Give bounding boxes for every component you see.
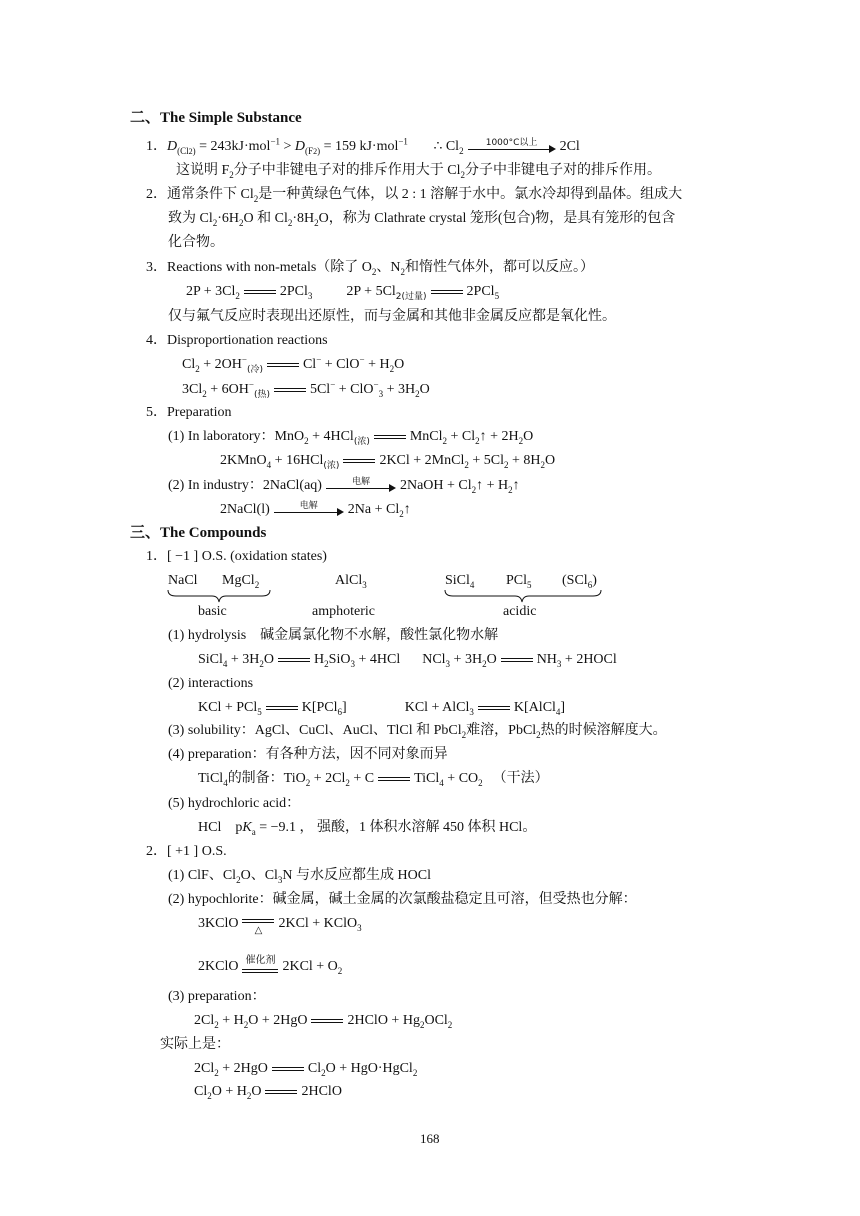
text: (3) preparation：: [168, 989, 266, 1004]
text: + 2OH: [199, 357, 242, 372]
equals-sign: [374, 431, 406, 443]
sup: −: [330, 379, 336, 390]
sub: 2: [475, 435, 480, 446]
text: (2) In industry：2NaCl(aq): [168, 478, 322, 494]
text: + H: [364, 357, 390, 372]
brace-basic: [166, 588, 272, 604]
item-5-industry: [168, 475, 520, 497]
item-number: 1．: [146, 139, 167, 155]
sub: 3: [350, 658, 355, 669]
sub: 2: [254, 579, 260, 590]
sub: 2: [195, 363, 200, 374]
text: 热的时候溶解度大。: [540, 723, 667, 738]
text: 2KClO: [198, 959, 239, 975]
text: O，称为 Clathrate crystal 笼形(包合)物，是具有笼形的包含: [318, 211, 676, 226]
text: ↑ + H: [476, 478, 509, 494]
text: ↑ + 2H: [479, 429, 519, 444]
class-basic: basic: [198, 604, 227, 619]
sub: 2: [371, 266, 377, 277]
sup: −: [248, 379, 254, 390]
sub: 2: [287, 217, 293, 228]
text: KCl + AlCl: [404, 700, 470, 715]
equals-sign: [244, 286, 276, 298]
text: TiCl: [198, 771, 224, 786]
text: 分子中非键电子对的排斥作用。: [465, 163, 662, 178]
sub: 2: [460, 169, 466, 180]
text: + 16HCl: [271, 453, 324, 468]
text: + 2Cl: [310, 771, 346, 786]
item-4-eq1: [182, 356, 404, 374]
sub: 2: [202, 388, 207, 399]
text: 仅与氟气反应时表现出还原性，而与金属和其他非金属反应都是氧化性。: [168, 309, 616, 324]
text: 致为 Cl: [168, 211, 213, 226]
text: 分子中非键电子对的排斥作用大于 Cl: [233, 163, 461, 178]
text: ]: [560, 700, 566, 715]
class-amphoteric: amphoteric: [312, 604, 375, 619]
sub: 2: [389, 363, 395, 374]
equals-sign: [478, 702, 510, 714]
sub: 2: [235, 290, 240, 301]
text: ·8H: [292, 211, 315, 226]
sub: 4: [555, 706, 561, 717]
text: PCl: [506, 573, 528, 588]
item-5-industry2: [220, 499, 411, 521]
text: (1) hydrolysis 碱金属氯化物不水解，酸性氯化物水解: [168, 628, 499, 643]
text: O: [545, 453, 556, 468]
equals-sign: [274, 384, 306, 396]
sub: 2(过量): [395, 291, 427, 302]
sub: 2: [253, 193, 259, 204]
sub: 2: [503, 459, 509, 470]
text: (5) hydrochloric acid：: [168, 796, 301, 811]
text: O: [394, 357, 405, 372]
text: (4) preparation：有各种方法，因不同对象而异: [168, 747, 448, 762]
text: 2P + 5Cl: [346, 284, 396, 299]
text: 和惰性气体外，都可以反应。）: [405, 260, 595, 275]
section-heading-simple-substance: [130, 108, 302, 127]
text: HCl p: [198, 820, 243, 835]
item-3-heading: [146, 259, 594, 277]
text: Preparation: [167, 405, 232, 420]
text: O + H: [211, 1084, 247, 1099]
sub: 3: [469, 706, 474, 717]
text: MgCl: [222, 573, 255, 588]
text: 2PCl: [279, 284, 308, 299]
text: (2) hypochlorite：碱金属，碱土金属的次氯酸盐稳定且可溶，但受热也分解：: [168, 892, 637, 907]
text: + 3H: [383, 382, 416, 397]
text: 2Cl: [194, 1013, 215, 1028]
therefore: ∴ Cl: [433, 139, 460, 155]
sub: 6: [337, 706, 343, 717]
kclo-heat-eq: [198, 913, 362, 935]
text: H: [314, 652, 325, 667]
sub: 3: [357, 923, 362, 934]
text: 2P + 3Cl: [186, 284, 236, 299]
text: 的制备：TiO: [227, 771, 306, 786]
text: 3KClO: [198, 916, 239, 932]
sub: (热): [253, 389, 270, 400]
sub: 2: [305, 777, 311, 788]
sub: 2: [419, 1019, 425, 1030]
value: = 243kJ·mol: [195, 139, 271, 155]
item-number: 1．: [146, 549, 167, 564]
hcl-heading: [168, 795, 300, 813]
sub: 2: [259, 658, 264, 669]
sub: 2: [540, 459, 545, 470]
sub: 3: [378, 388, 384, 399]
text: + 3H: [227, 652, 260, 667]
text: Cl: [302, 357, 317, 372]
text: SiCl: [198, 652, 223, 667]
arrow-label: 电解: [351, 477, 370, 487]
text: + ClO: [321, 357, 360, 372]
text: K[AlCl: [513, 700, 556, 715]
sub: 2: [229, 169, 234, 180]
sub: 2: [464, 459, 469, 470]
text: + 8H: [508, 453, 541, 468]
text: + 2HgO: [218, 1061, 268, 1076]
sub: 2: [188, 147, 193, 157]
text: KCl + PCl: [198, 700, 258, 715]
text: (SCl: [562, 573, 588, 588]
reaction-arrow: [468, 136, 556, 158]
brace-acidic: [443, 588, 603, 604]
item-4-heading: [146, 332, 328, 350]
item-5-lab: [168, 428, 533, 446]
item-5-heading: [146, 404, 232, 422]
text: Cl: [194, 1084, 208, 1099]
sub: 2: [345, 777, 350, 788]
text: N 与水反应都生成 HOCl: [282, 868, 431, 883]
sub: 2: [415, 388, 420, 399]
condition-label: △: [254, 925, 263, 936]
sub: 4: [469, 579, 475, 590]
item-number: 2．: [146, 844, 167, 859]
equals-sign: [265, 1086, 297, 1098]
text: 2NaOH + Cl: [399, 478, 472, 494]
heat-equals-sign: [242, 913, 274, 935]
text: ): [592, 573, 597, 588]
text: + 2HOCl: [561, 652, 617, 667]
sub: (F: [305, 146, 314, 157]
text: + 6OH: [206, 382, 249, 397]
equals-sign: [431, 286, 463, 298]
sup: −: [241, 354, 247, 365]
sub: 2: [324, 658, 329, 669]
text: + 5Cl: [468, 453, 504, 468]
text: 这说明 F: [176, 163, 230, 178]
text: 、N: [376, 260, 401, 275]
text: （干法）: [492, 771, 549, 786]
hcl-line: [198, 819, 536, 837]
item-2-line3: [168, 234, 224, 252]
text: + 4HCl: [354, 652, 401, 667]
sub: 2: [214, 1019, 219, 1030]
hydrolysis-heading: [168, 627, 498, 645]
condition-label: 催化剂: [245, 955, 276, 966]
sub: 2: [400, 266, 406, 277]
text: Cl: [182, 357, 196, 372]
sub: 2: [321, 1067, 326, 1078]
text: + 4HCl: [308, 429, 354, 444]
actual-eq2: [194, 1083, 342, 1101]
text: 实际上是：: [160, 1037, 230, 1052]
text: 2HClO: [301, 1084, 342, 1099]
ticl4-preparation: [198, 770, 549, 788]
equals-sign: [272, 1063, 304, 1075]
catalyst-equals-sign: [242, 954, 278, 980]
text: 3Cl: [182, 382, 203, 397]
text: 难溶，PbCl: [466, 723, 537, 738]
product: 2Cl: [559, 139, 580, 155]
text: O、Cl: [240, 868, 278, 883]
section-title: The Compounds: [160, 525, 267, 541]
item-3-equations: [186, 283, 499, 301]
text: 2Na + Cl: [347, 502, 400, 518]
sub: 2: [478, 777, 483, 788]
kclo-catalyst-eq: [198, 954, 342, 980]
text: NCl: [422, 652, 446, 667]
equals-sign: [343, 455, 375, 467]
text: 化合物。: [168, 235, 224, 250]
solubility-line: [168, 722, 667, 740]
class-acidic: acidic: [503, 604, 537, 619]
sub: 2: [508, 485, 513, 496]
equals-sign: [378, 773, 410, 785]
text: O 和 Cl: [243, 211, 288, 226]
item-3-2-heading: [146, 843, 227, 861]
arrow-label: 1000°C以上: [485, 138, 538, 148]
sub: 2: [246, 1090, 252, 1101]
text: 2KCl + 2MnCl: [379, 453, 465, 468]
value: = 159 kJ·mol: [320, 139, 399, 155]
sub: 2: [212, 217, 218, 228]
text: ↑: [403, 502, 411, 518]
text: ↑: [512, 478, 520, 494]
text: O: [263, 652, 275, 667]
text: OCl: [424, 1013, 448, 1028]
text: SiO: [328, 652, 351, 667]
sub: 4: [266, 459, 272, 470]
sub: 5: [494, 290, 500, 301]
sub: 2: [461, 729, 467, 740]
hydrolysis-equations: [198, 651, 617, 669]
text: 2KMnO: [220, 453, 267, 468]
sub: (浓): [353, 436, 370, 447]
hclo-prep-eq: [194, 1012, 452, 1030]
sub: 3: [445, 658, 451, 669]
sub: 2: [313, 147, 318, 157]
exp: −1: [270, 136, 281, 147]
item-number: 5．: [146, 405, 167, 420]
text: 通常条件下 Cl: [167, 187, 254, 202]
text: + C: [349, 771, 375, 786]
interactions-heading: [168, 675, 253, 693]
sub: 4: [222, 658, 228, 669]
text: + Cl: [447, 429, 476, 444]
text: [ +1 ] O.S.: [167, 844, 227, 859]
sub: 2: [314, 217, 319, 228]
equals-sign: [311, 1015, 343, 1027]
item-1-explanation: [176, 162, 661, 180]
sub: (Cl: [177, 146, 189, 157]
item-number: 4．: [146, 333, 167, 348]
text: O: [523, 429, 534, 444]
text: + ClO: [335, 382, 374, 397]
text: Disproportionation reactions: [167, 333, 328, 348]
section-number: 二、: [130, 108, 161, 126]
text: [ −1 ] O.S. (oxidation states): [167, 549, 327, 564]
sub: 2: [536, 729, 541, 740]
sub: 4: [223, 777, 228, 788]
sub: 2: [337, 966, 343, 977]
text: O: [251, 1084, 262, 1099]
text: (1) In laboratory：MnO: [168, 429, 305, 444]
sub: (冷): [246, 364, 263, 375]
item-2-line1: [146, 186, 682, 204]
sub: 2: [207, 1090, 212, 1101]
sub: 5: [257, 706, 262, 717]
hoci-formation: [168, 867, 431, 885]
sub: 2: [482, 658, 487, 669]
sub: 3: [307, 290, 313, 301]
item-2-line2: [168, 210, 675, 228]
hypochlorite-line: [168, 891, 637, 909]
sub: (浓): [323, 460, 340, 471]
text: 是一种黄绿色气体，以 2 : 1 溶解于水中。氯水冷却得到晶体。组成大: [258, 187, 683, 202]
text: SiCl: [445, 573, 470, 588]
sub: 3: [362, 579, 367, 590]
text: = −9.1 ， 强酸，1 体积水溶解 450 体积 HCl。: [255, 820, 537, 835]
text: 2PCl: [466, 284, 495, 299]
text: Reactions with non-metals（除了 O: [167, 260, 372, 275]
text: + 3H: [450, 652, 483, 667]
exp: −1: [398, 136, 408, 147]
text: 2NaCl(l): [220, 502, 270, 518]
section-heading-compounds: [130, 523, 266, 542]
equals-sign: [267, 359, 299, 371]
electrolysis-arrow: [274, 499, 344, 521]
sub: ): [192, 146, 196, 157]
sup: −: [373, 379, 379, 390]
sup: −: [359, 354, 365, 365]
text: 2KCl + O: [282, 959, 338, 975]
sub: 2: [239, 217, 244, 228]
actual-eq1: [194, 1060, 417, 1078]
text: (2) interactions: [168, 676, 254, 691]
text: O: [486, 652, 497, 667]
equals-sign: [501, 654, 533, 666]
section-number: 三、: [130, 523, 161, 541]
text: (1) ClF、Cl: [168, 868, 237, 883]
sub: 2: [214, 1067, 219, 1078]
sub: 4: [439, 777, 444, 788]
item-4-eq2: [182, 381, 430, 399]
sub: 2: [442, 435, 448, 446]
text: MnCl: [409, 429, 443, 444]
sub: 2: [243, 1019, 249, 1030]
sub: ): [317, 146, 321, 157]
text: 2Cl: [194, 1061, 215, 1076]
text: (3) solubility：AgCl、CuCl、AuCl、TlCl 和 PbCl: [168, 723, 462, 738]
equals-sign: [278, 654, 310, 666]
sub: 6: [587, 579, 593, 590]
chloride-alcl3: [335, 572, 367, 590]
arrow-label: 电解: [299, 501, 318, 511]
sub: 5: [527, 579, 532, 590]
text: NH: [536, 652, 557, 667]
item-1-bond-energy: [146, 136, 580, 158]
sub: 2: [304, 435, 309, 446]
text: O: [419, 382, 430, 397]
interactions-equations: [198, 699, 565, 717]
text: O + 2HgO: [248, 1013, 308, 1028]
text: K[PCl: [301, 700, 338, 715]
sub: 3: [556, 658, 562, 669]
d-symbol: D: [294, 139, 306, 155]
item-number: 3．: [146, 260, 167, 275]
page-number: 168: [420, 1131, 440, 1146]
item-3-note: [168, 308, 616, 326]
text: AlCl: [335, 573, 363, 588]
text: ]: [342, 700, 347, 715]
actually-label: [160, 1036, 230, 1054]
sub: 2: [471, 485, 477, 496]
preparation-3-heading: [168, 988, 266, 1006]
sub: 2: [447, 1019, 453, 1030]
sub: a: [251, 826, 256, 837]
chloride-nacl: NaCl: [168, 573, 198, 588]
text: 5Cl: [309, 382, 331, 397]
item-3-1-heading: [146, 548, 327, 566]
text: 2HClO + Hg: [347, 1013, 420, 1028]
sub: 2: [459, 146, 464, 157]
text: ·6H: [217, 211, 240, 226]
text: O + HgO·HgCl: [325, 1061, 413, 1076]
sub: 3: [277, 874, 283, 885]
text: + CO: [443, 771, 479, 786]
text: 2KCl + KClO: [278, 916, 358, 932]
item-5-lab2: [220, 452, 555, 470]
electrolysis-arrow: [326, 475, 396, 497]
sub: 2: [399, 509, 404, 520]
equals-sign: [266, 702, 298, 714]
text: + H: [218, 1013, 244, 1028]
sup: −: [316, 354, 322, 365]
d-symbol: D: [167, 139, 178, 155]
text: TiCl: [414, 771, 440, 786]
sub: 2: [412, 1067, 418, 1078]
gt: >: [280, 139, 295, 155]
sub: 2: [518, 435, 524, 446]
text: K: [242, 820, 252, 835]
text: Cl: [307, 1061, 322, 1076]
section-title: The Simple Substance: [160, 110, 302, 126]
preparation-heading: [168, 746, 448, 764]
sub: 2: [236, 874, 241, 885]
item-number: 2．: [146, 187, 167, 202]
